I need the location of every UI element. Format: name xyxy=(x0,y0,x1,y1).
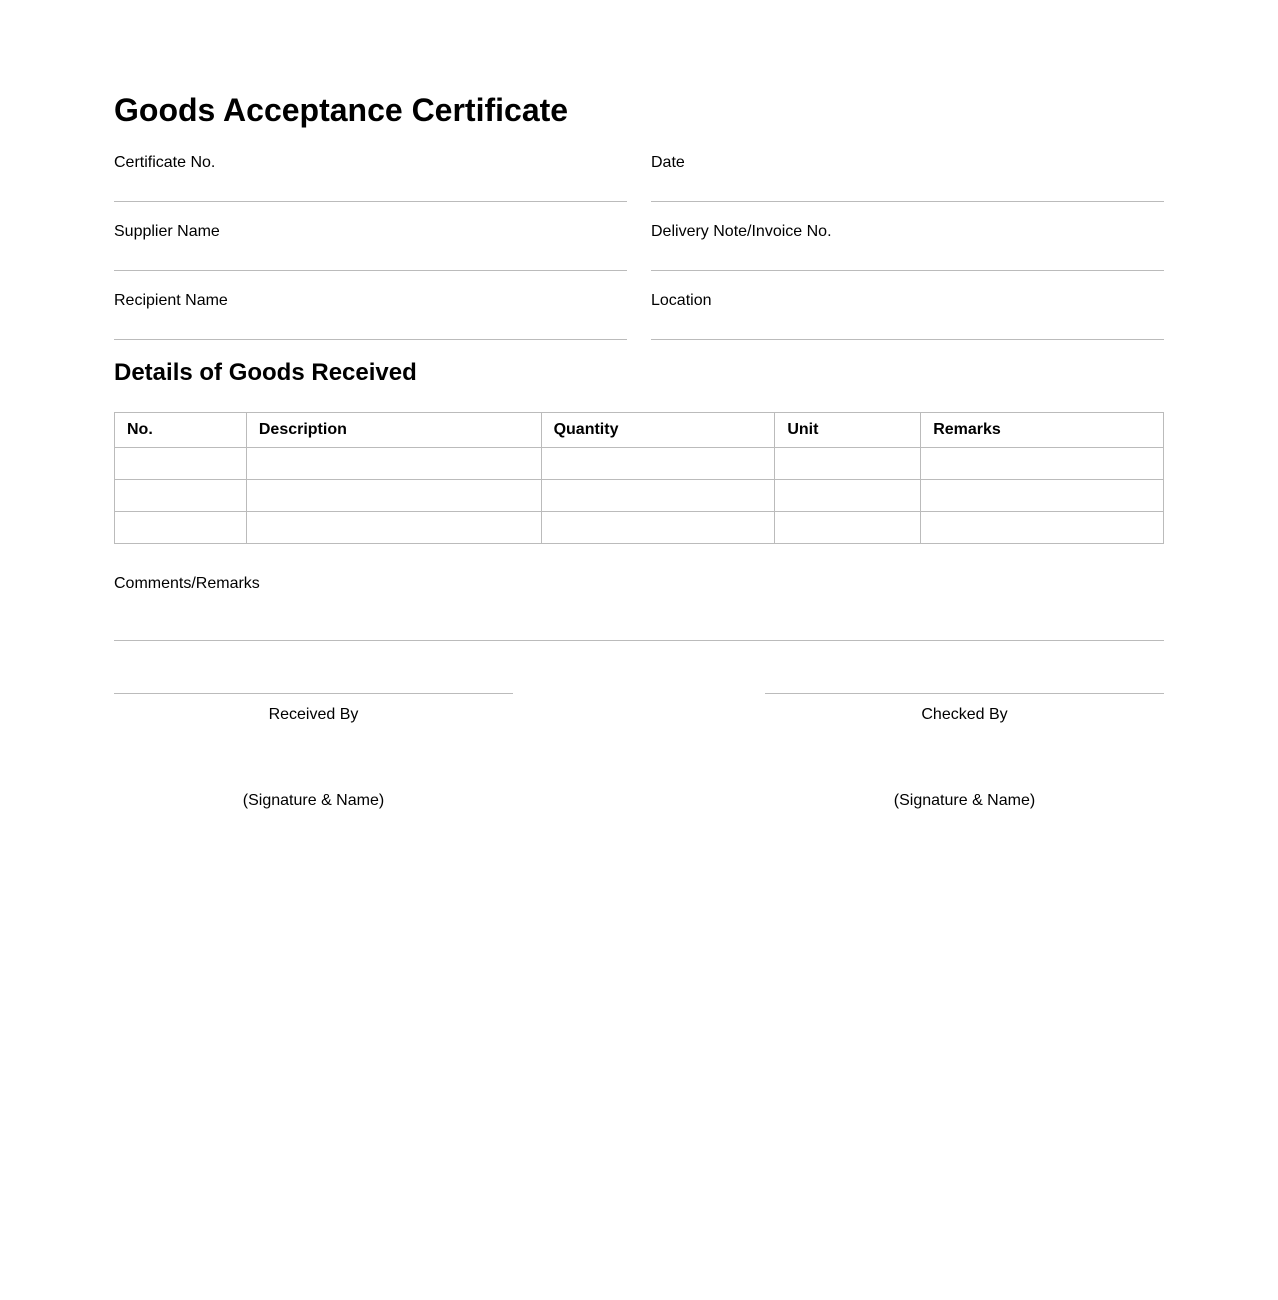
cell-description[interactable] xyxy=(246,448,541,480)
received-by-signature-block[interactable] xyxy=(114,693,513,811)
recipient-name-label: Recipient Name xyxy=(114,292,228,309)
location-field[interactable] xyxy=(651,291,1164,340)
received-by-hint: (Signature & Name) xyxy=(242,792,385,809)
cell-no[interactable] xyxy=(115,512,247,544)
certificate-no-field[interactable] xyxy=(114,153,627,202)
date-field[interactable] xyxy=(651,153,1164,202)
cell-remarks[interactable] xyxy=(921,448,1164,480)
delivery-note-invoice-label: Delivery Note/Invoice No. xyxy=(651,223,832,240)
goods-table xyxy=(114,412,1164,544)
column-header-unit: Unit xyxy=(775,413,921,448)
comments-label: Comments/Remarks xyxy=(114,575,260,592)
column-header-no: No. xyxy=(115,413,247,448)
date-label: Date xyxy=(651,154,685,171)
cell-unit[interactable] xyxy=(775,448,921,480)
table-row xyxy=(115,448,1164,480)
table-row xyxy=(115,512,1164,544)
recipient-name-field[interactable] xyxy=(114,291,627,340)
certificate-no-label: Certificate No. xyxy=(114,154,216,171)
received-by-label: Received By xyxy=(268,706,359,723)
column-header-description: Description xyxy=(246,413,541,448)
checked-by-signature-block[interactable] xyxy=(765,693,1164,811)
checked-by-label: Checked By xyxy=(921,706,1008,723)
comments-field[interactable] xyxy=(114,574,1164,641)
cell-no[interactable] xyxy=(115,448,247,480)
goods-section-title: Details of Goods Received xyxy=(114,359,417,386)
page-title: Goods Acceptance Certificate xyxy=(114,92,569,128)
cell-no[interactable] xyxy=(115,480,247,512)
cell-remarks[interactable] xyxy=(921,512,1164,544)
location-label: Location xyxy=(651,292,712,309)
cell-quantity[interactable] xyxy=(541,480,775,512)
column-header-quantity: Quantity xyxy=(541,413,775,448)
cell-remarks[interactable] xyxy=(921,480,1164,512)
delivery-note-invoice-field[interactable] xyxy=(651,222,1164,271)
supplier-name-field[interactable] xyxy=(114,222,627,271)
cell-unit[interactable] xyxy=(775,480,921,512)
cell-quantity[interactable] xyxy=(541,512,775,544)
cell-quantity[interactable] xyxy=(541,448,775,480)
cell-description[interactable] xyxy=(246,480,541,512)
table-row xyxy=(115,480,1164,512)
checked-by-hint: (Signature & Name) xyxy=(893,792,1036,809)
supplier-name-label: Supplier Name xyxy=(114,223,220,240)
column-header-remarks: Remarks xyxy=(921,413,1164,448)
cell-description[interactable] xyxy=(246,512,541,544)
cell-unit[interactable] xyxy=(775,512,921,544)
table-header-row xyxy=(115,413,1164,448)
